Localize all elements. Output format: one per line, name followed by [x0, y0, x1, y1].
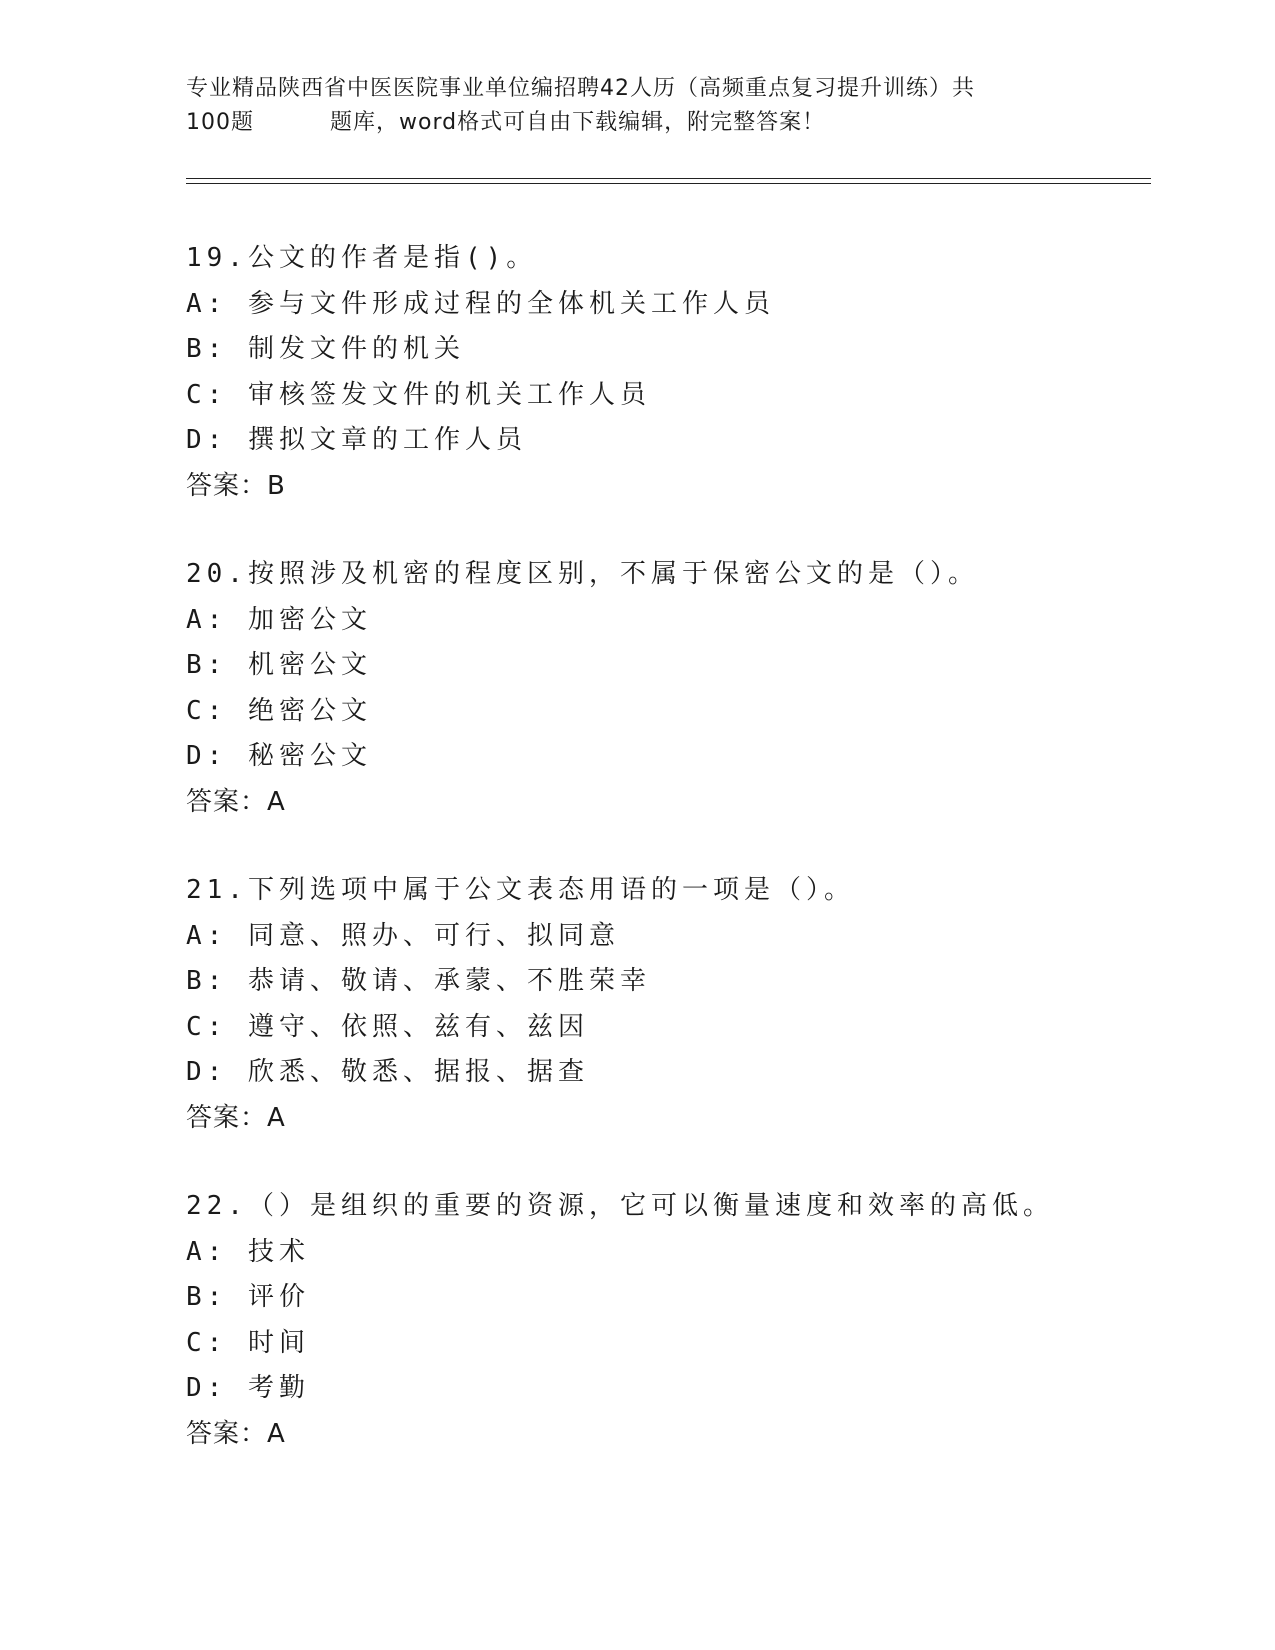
- question-stem: 21.下列选项中属于公文表态用语的一项是（）。: [186, 875, 855, 905]
- option-b: B: 制发文件的机关: [186, 334, 465, 364]
- answer: 答案：A: [186, 1418, 286, 1449]
- answer: 答案：A: [186, 1102, 286, 1133]
- option-a: A: 同意、照办、可行、拟同意: [186, 920, 620, 951]
- header-description: 题库，word格式可自由下载编辑，附完整答案！: [330, 110, 826, 135]
- option-b: B: 评价: [186, 1282, 310, 1312]
- option-c: C: 时间: [186, 1327, 310, 1358]
- option-b: B: 机密公文: [186, 650, 372, 680]
- option-d: D: 欣悉、敬悉、据报、据查: [186, 1057, 589, 1087]
- header-question-count: 100题: [186, 110, 254, 135]
- question-stem: 20.按照涉及机密的程度区别，不属于保密公文的是（）。: [186, 559, 979, 589]
- question-stem: 22.（）是组织的重要的资源，它可以衡量速度和效率的高低。: [186, 1191, 1054, 1221]
- option-b: B: 恭请、敬请、承蒙、不胜荣幸: [186, 966, 651, 996]
- option-c: C: 遵守、依照、兹有、兹因: [186, 1011, 589, 1042]
- question-21: [186, 868, 1146, 1141]
- header-title-line-1: 专业精品陕西省中医医院事业单位编招聘42人历（高频重点复习提升训练）共: [186, 76, 975, 101]
- option-c: C: 审核签发文件的机关工作人员: [186, 379, 651, 410]
- question-stem: 19.公文的作者是指()。: [186, 243, 538, 273]
- option-a: A: 加密公文: [186, 604, 372, 635]
- question-20: [186, 552, 1146, 825]
- option-a: A: 技术: [186, 1236, 310, 1267]
- option-d: D: 秘密公文: [186, 741, 372, 771]
- answer: 答案：B: [186, 470, 286, 501]
- header-divider-top: [186, 178, 1151, 179]
- option-d: D: 撰拟文章的工作人员: [186, 425, 527, 455]
- option-d: D: 考勤: [186, 1373, 310, 1403]
- document-header: [186, 72, 1146, 140]
- option-a: A: 参与文件形成过程的全体机关工作人员: [186, 288, 775, 319]
- answer: 答案：A: [186, 786, 286, 817]
- question-22: [186, 1184, 1146, 1457]
- option-c: C: 绝密公文: [186, 695, 372, 726]
- question-list: [186, 236, 1146, 1500]
- question-19: [186, 236, 1146, 509]
- header-title-line-2: [186, 106, 1146, 140]
- header-divider-bottom: [186, 183, 1151, 184]
